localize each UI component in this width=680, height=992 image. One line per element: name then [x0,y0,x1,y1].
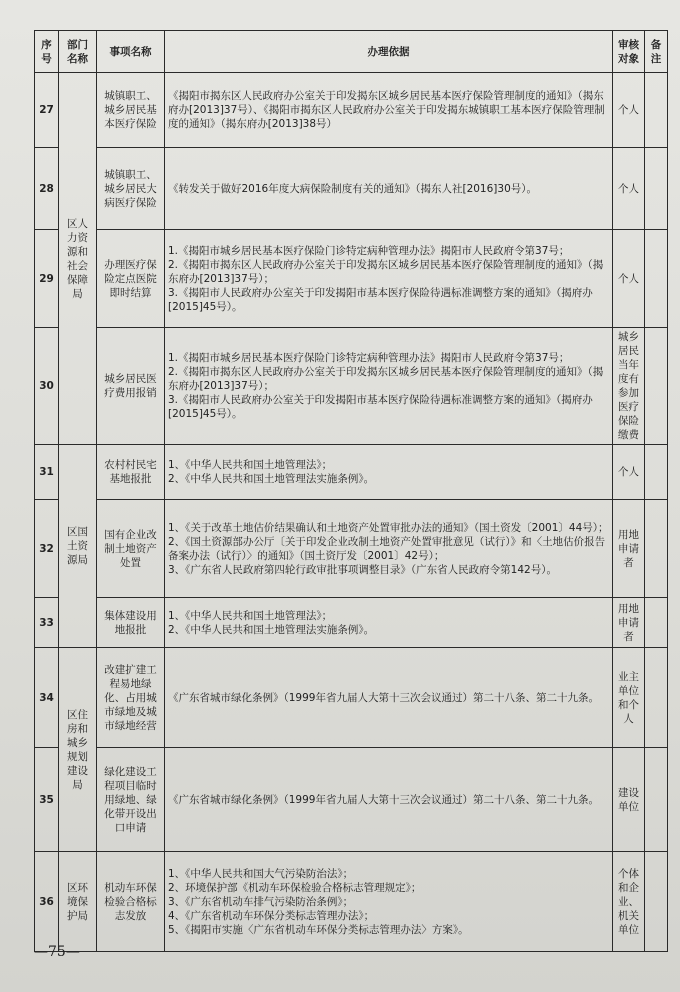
row-seq: 30 [35,328,59,445]
row-item: 集体建设用地报批 [97,598,165,648]
basis-line: 《广东省城市绿化条例》（1999年省九届人大第十三次会议通过）第二十八条、第二十九条。 [168,793,599,806]
table-row [35,648,668,748]
basis-line: 1.《揭阳市城乡居民基本医疗保险门诊特定病种管理办法》揭阳市人民政府令第37号； [168,244,570,257]
row-item: 国有企业改制土地资产处置 [97,500,165,598]
table-row [35,748,668,852]
header-dept: 部门名称 [59,31,97,73]
row-basis [165,148,613,230]
basis-line: 2、《国土资源部办公厅〔关于印发企业改制土地资产处置审批意见（试行）》和〈土地估价报告备案办法（试行）〉的通知》（国土资厅发〔2001〕42号）； [168,535,606,562]
row-basis [165,598,613,648]
row-basis [165,500,613,598]
row-item: 改建扩建工程易地绿化、占用城市绿地及城市绿地经营 [97,648,165,748]
row-seq: 29 [35,230,59,328]
table-row [35,328,668,445]
basis-line: 2、环境保护部《机动车环保检验合格标志管理规定》； [168,881,422,894]
row-target: 个体和企业、机关单位 [613,852,645,952]
table-row [35,500,668,598]
row-note [645,500,668,598]
dept-cell: 区人力资源和社会保障局 [59,73,97,445]
row-seq: 27 [35,73,59,148]
row-target: 业主单位和个人 [613,648,645,748]
table-row [35,230,668,328]
row-target: 个人 [613,73,645,148]
row-item: 城镇职工、城乡居民大病医疗保险 [97,148,165,230]
row-note [645,230,668,328]
header-basis: 办理依据 [165,31,613,73]
row-seq: 36 [35,852,59,952]
basis-line: 3.《揭阳市人民政府办公室关于印发揭阳市基本医疗保险待遇标准调整方案的通知》（揭府办[2015]45号）。 [168,394,593,420]
row-target: 建设单位 [613,748,645,852]
row-basis [165,73,613,148]
row-note [645,73,668,148]
row-target: 个人 [613,445,645,500]
row-seq: 31 [35,445,59,500]
basis-line: 《揭阳市揭东区人民政府办公室关于印发揭东区城乡居民基本医疗保险管理制度的通知》（揭东府办[2013]37号）、《揭阳市揭东区人民政府办公室关于印发揭东城镇职工基本医疗保险管理制度的通知》（揭东府办[2013]38号） [168,90,605,130]
row-item: 城乡居民医疗费用报销 [97,328,165,445]
header-seq: 序号 [35,31,59,73]
row-item: 机动车环保检验合格标志发放 [97,852,165,952]
dept-cell: 区住房和城乡规划建设局 [59,648,97,852]
row-basis [165,328,613,445]
row-target: 用地申请者 [613,500,645,598]
row-basis [165,648,613,748]
row-seq: 32 [35,500,59,598]
row-seq: 33 [35,598,59,648]
row-basis [165,230,613,328]
row-note [645,328,668,445]
basis-line: 2、《中华人民共和国土地管理法实施条例》。 [168,623,375,636]
row-target: 用地申请者 [613,598,645,648]
row-note [645,148,668,230]
row-note [645,852,668,952]
row-item: 城镇职工、城乡居民基本医疗保险 [97,73,165,148]
header-note: 备注 [645,31,668,73]
row-note [645,598,668,648]
row-item: 绿化建设工程项目临时用绿地、绿化带开设出口申请 [97,748,165,852]
basis-line: 2.《揭阳市揭东区人民政府办公室关于印发揭东区城乡居民基本医疗保险管理制度的通知》（揭东府办[2013]37号）； [168,366,604,392]
basis-line: 1.《揭阳市城乡居民基本医疗保险门诊特定病种管理办法》揭阳市人民政府令第37号； [168,352,570,364]
dept-cell: 区环境保护局 [59,852,97,952]
basis-line: 1、《中华人民共和国土地管理法》； [168,609,333,622]
row-basis [165,748,613,852]
header-target: 审核对象 [613,31,645,73]
row-seq: 28 [35,148,59,230]
basis-line: 3、《广东省人民政府第四轮行政审批事项调整目录》（广东省人民政府令第142号）。 [168,563,557,576]
basis-line: 2、《中华人民共和国土地管理法实施条例》。 [168,473,375,485]
row-note [645,445,668,500]
row-target: 城乡居民当年度有参加医疗保险缴费 [613,328,645,445]
header-item: 事项名称 [97,31,165,73]
basis-line: 5、《揭阳市实施〈广东省机动车环保分类标志管理办法〉方案》。 [168,923,469,936]
row-item: 办理医疗保险定点医院即时结算 [97,230,165,328]
row-seq: 34 [35,648,59,748]
row-seq: 35 [35,748,59,852]
page-number: —75— [34,944,80,960]
row-target: 个人 [613,148,645,230]
basis-line: 2.《揭阳市揭东区人民政府办公室关于印发揭东区城乡居民基本医疗保险管理制度的通知》（揭东府办[2013]37号）； [168,258,604,285]
approval-items-table [34,30,668,952]
row-note [645,748,668,852]
row-target: 个人 [613,230,645,328]
table-row [35,148,668,230]
basis-line: 《广东省城市绿化条例》（1999年省九届人大第十三次会议通过）第二十八条、第二十九条。 [168,691,599,704]
row-basis [165,445,613,500]
table-row [35,445,668,500]
row-note [645,648,668,748]
table-header-row [35,31,668,73]
basis-line: 1、《关于改革土地估价结果确认和土地资产处置审批办法的通知》（国土资发〔2001〕44号）； [168,521,609,534]
dept-cell: 区国土资源局 [59,445,97,648]
basis-line: 《转发关于做好2016年度大病保险制度有关的通知》（揭东人社[2016]30号）。 [168,182,537,195]
row-item: 农村村民宅基地报批 [97,445,165,500]
basis-line: 1、《中华人民共和国大气污染防治法》； [168,867,354,880]
row-basis [165,852,613,952]
table-row [35,598,668,648]
basis-line: 1、《中华人民共和国土地管理法》； [168,459,333,471]
table-row [35,852,668,952]
basis-line: 3、《广东省机动车排气污染防治条例》； [168,895,354,908]
basis-line: 3.《揭阳市人民政府办公室关于印发揭阳市基本医疗保险待遇标准调整方案的通知》（揭府办[2015]45号）。 [168,286,593,313]
table-row [35,73,668,148]
basis-line: 4、《广东省机动车环保分类标志管理办法》； [168,909,375,922]
